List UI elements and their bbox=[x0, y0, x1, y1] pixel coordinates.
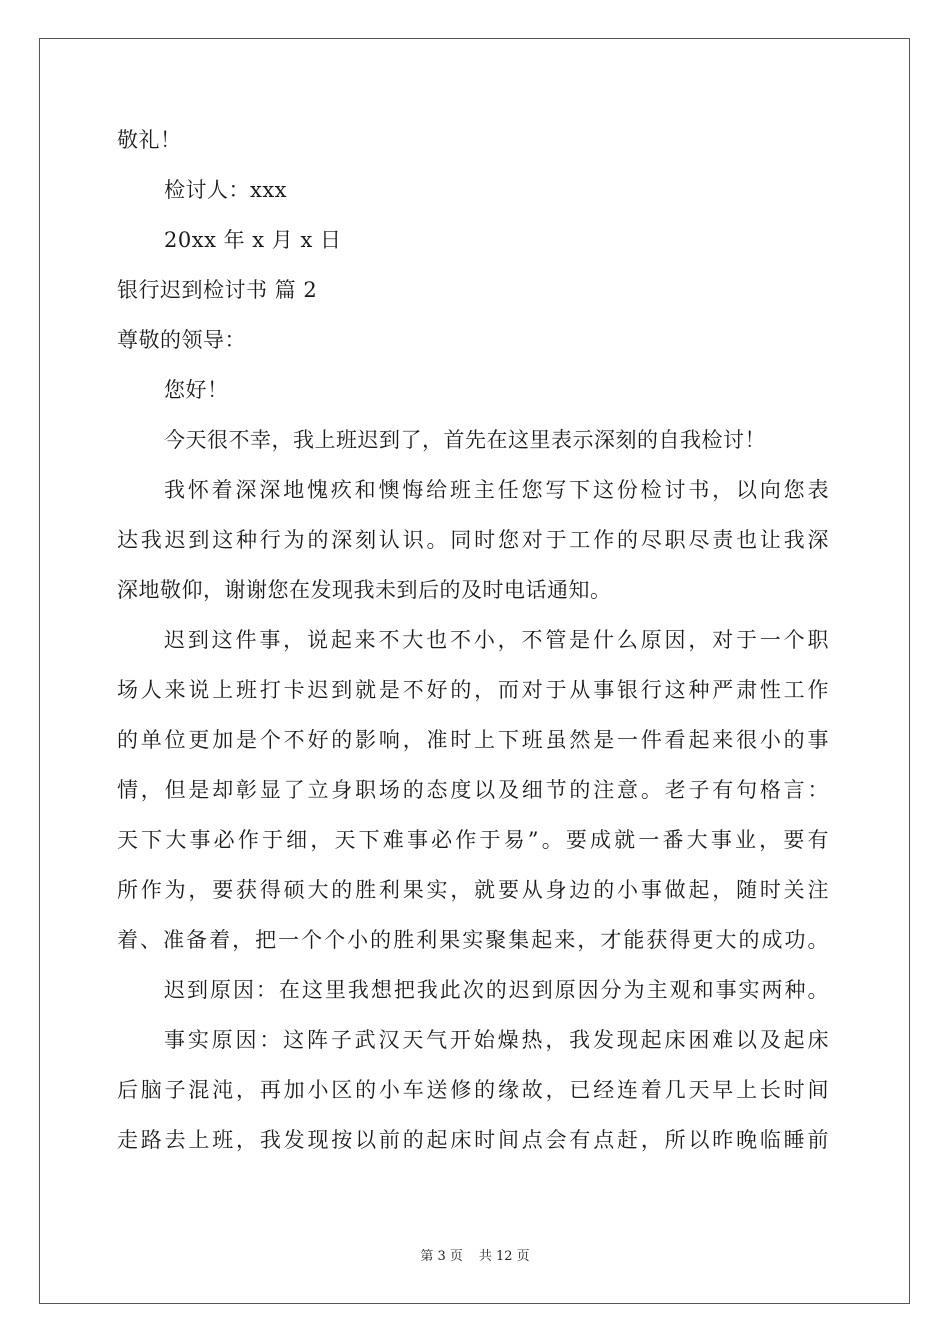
page-footer bbox=[0, 1245, 950, 1264]
paragraph-line: 迟到这件事，说起来不大也不小，不管是什么原因，对于一个职 bbox=[164, 628, 829, 652]
date-line: 20xx 年 x 月 x 日 bbox=[164, 228, 342, 252]
paragraph-line: 天下大事必作于细，天下难事必作于易”。要成就一番大事业，要有 bbox=[117, 828, 829, 852]
paragraph-line: 走路去上班，我发现按以前的起床时间点会有点赶，所以昨晚临睡前 bbox=[117, 1128, 829, 1152]
paragraph-line: 场人来说上班打卡迟到就是不好的，而对于从事银行这种严肃性工作 bbox=[117, 678, 829, 702]
hello-line: 您好！ bbox=[164, 378, 229, 402]
section-title: 银行迟到检讨书 篇 2 bbox=[117, 278, 318, 302]
paragraph-line: 事实原因：这阵子武汉天气开始燥热，我发现起床困难以及起床 bbox=[164, 1028, 829, 1052]
paragraph-line: 我怀着深深地愧疚和懊悔给班主任您写下这份检讨书，以向您表 bbox=[164, 478, 829, 502]
page-number: 第 3 页 bbox=[420, 1249, 463, 1264]
paragraph-line: 达我迟到这种行为的深刻认识。同时您对于工作的尽职尽责也让我深 bbox=[117, 528, 829, 552]
paragraph-line: 深地敬仰，谢谢您在发现我未到后的及时电话通知。 bbox=[117, 578, 612, 602]
paragraph-line: 着、准备着，把一个个小的胜利果实聚集起来，才能获得更大的成功。 bbox=[117, 928, 829, 952]
paragraph-line: 后脑子混沌，再加小区的小车送修的缘故，已经连着几天早上长时间 bbox=[117, 1078, 829, 1102]
page-total: 共 12 页 bbox=[478, 1249, 530, 1264]
closing-salutation: 敬礼！ bbox=[117, 128, 182, 152]
paragraph-line: 今天很不幸，我上班迟到了，首先在这里表示深刻的自我检讨！ bbox=[164, 428, 766, 452]
signer-line: 检讨人：xxx bbox=[164, 178, 288, 202]
paragraph-line: 情，但是却彰显了立身职场的态度以及细节的注意。老子有句格言： bbox=[117, 778, 829, 802]
paragraph-line: 的单位更加是个不好的影响，准时上下班虽然是一件看起来很小的事 bbox=[117, 728, 829, 752]
greeting: 尊敬的领导： bbox=[117, 328, 246, 352]
paragraph-line: 迟到原因：在这里我想把我此次的迟到原因分为主观和事实两种。 bbox=[164, 978, 829, 1002]
paragraph-line: 所作为，要获得硕大的胜利果实，就要从身边的小事做起，随时关注 bbox=[117, 878, 829, 902]
